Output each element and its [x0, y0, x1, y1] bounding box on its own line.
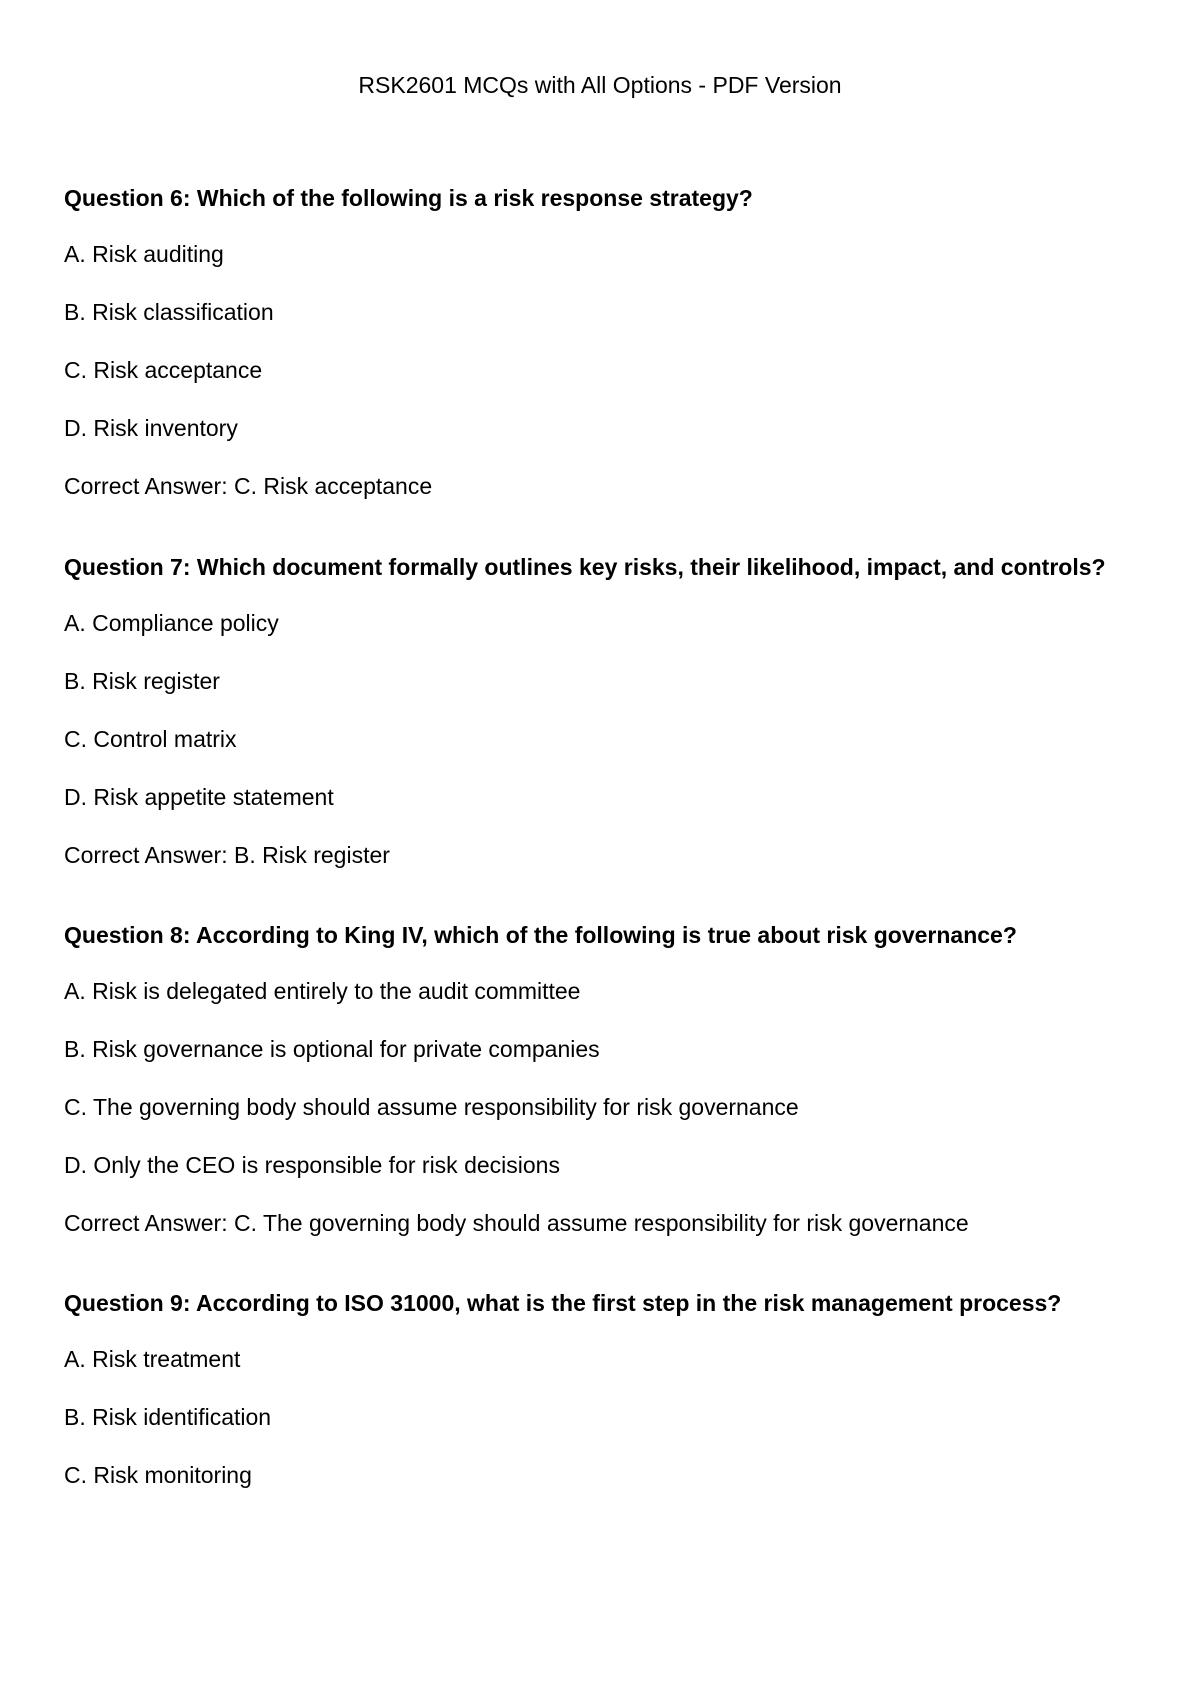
question-text: Question 9: According to ISO 31000, what is the first step in the risk management process? [64, 1290, 1062, 1316]
question-7 [64, 538, 1142, 870]
question-6 [64, 183, 1142, 501]
option-a: A. Risk auditing [64, 241, 224, 267]
correct-answer: Correct Answer: B. Risk register [64, 842, 390, 868]
option-b: B. Risk classification [64, 299, 274, 325]
option-d: D. Only the CEO is responsible for risk decisions [64, 1152, 560, 1178]
question-text: Question 6: Which of the following is a risk response strategy? [64, 185, 753, 211]
option-b: B. Risk register [64, 668, 220, 694]
correct-answer: Correct Answer: C. Risk acceptance [64, 473, 433, 499]
option-c: C. Risk monitoring [64, 1462, 252, 1488]
option-a: A. Risk treatment [64, 1346, 241, 1372]
option-d: D. Risk inventory [64, 415, 238, 441]
correct-answer: Correct Answer: C. The governing body should assume responsibility for risk governance [64, 1210, 969, 1236]
question-list [64, 183, 1142, 1518]
option-c: C. The governing body should assume responsibility for risk governance [64, 1094, 799, 1120]
option-a: A. Risk is delegated entirely to the audit committee [64, 978, 581, 1004]
option-d: D. Risk appetite statement [64, 784, 334, 810]
option-b: B. Risk governance is optional for private companies [64, 1036, 600, 1062]
page-header-title: RSK2601 MCQs with All Options - PDF Version [358, 72, 842, 98]
question-9 [64, 1288, 1142, 1490]
question-8 [64, 920, 1142, 1238]
question-text: Question 7: Which document formally outlines key risks, their likelihood, impact, and controls? [64, 554, 1106, 580]
option-b: B. Risk identification [64, 1404, 272, 1430]
option-a: A. Compliance policy [64, 610, 279, 636]
option-c: C. Control matrix [64, 726, 237, 752]
question-text: Question 8: According to King IV, which of the following is true about risk governance? [64, 922, 1017, 948]
option-c: C. Risk acceptance [64, 357, 263, 383]
